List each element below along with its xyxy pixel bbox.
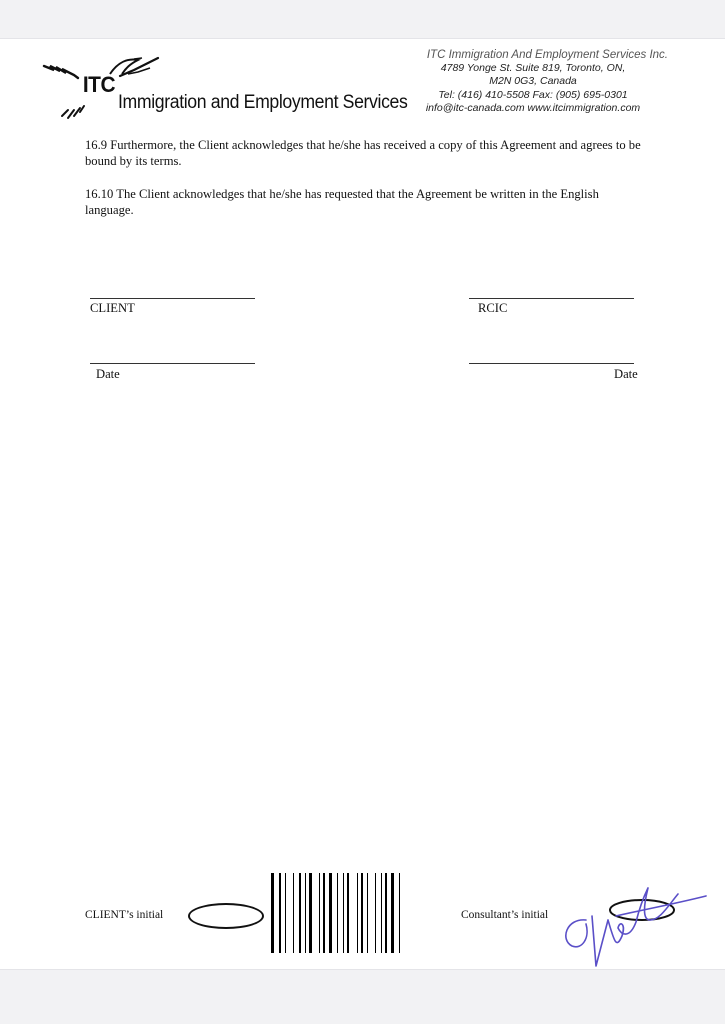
- company-address: [378, 49, 668, 115]
- rcic-signature-line[interactable]: [469, 298, 634, 299]
- barcode-bar: [319, 873, 320, 953]
- barcode-bar: [367, 873, 368, 953]
- barcode-bar: [285, 873, 286, 953]
- postal-code: M2N 0G3, Canada: [489, 75, 577, 88]
- barcode-bar: [337, 873, 338, 953]
- logo-brand: ITC: [82, 72, 116, 97]
- client-date-label: Date: [96, 367, 120, 381]
- barcode-bar: [299, 873, 301, 953]
- barcode-bar: [309, 873, 312, 953]
- client-label: CLIENT: [90, 301, 135, 315]
- barcode-bar: [329, 873, 332, 953]
- company-logo: [38, 52, 408, 124]
- barcode-bar: [375, 873, 376, 953]
- barcode-icon: [271, 873, 447, 953]
- logo-tagline: Immigration and Employment Services: [118, 92, 408, 113]
- consultant-signature: [556, 880, 716, 970]
- barcode-bar: [271, 873, 274, 953]
- street-address: 4789 Yonge St. Suite 819, Toronto, ON,: [440, 62, 626, 75]
- rcic-label: RCIC: [478, 301, 508, 315]
- barcode-bar: [293, 873, 294, 953]
- barcode-bar: [391, 873, 394, 953]
- barcode-bar: [305, 873, 306, 953]
- document-page: [0, 38, 725, 970]
- barcode-bar: [381, 873, 382, 953]
- barcode-bar: [399, 873, 400, 953]
- rcic-date-line[interactable]: [469, 363, 634, 364]
- client-initial-label: CLIENT’s initial: [85, 909, 164, 921]
- email-website: info@itc-canada.com www.itcimmigration.com: [425, 101, 641, 114]
- barcode-bar: [361, 873, 363, 953]
- client-initial-field[interactable]: [188, 903, 264, 929]
- barcode-bar: [357, 873, 358, 953]
- rcic-date-label: Date: [614, 367, 638, 381]
- phone-fax: Tel: (416) 410-5508 Fax: (905) 695-0301: [438, 88, 628, 101]
- client-date-line[interactable]: [90, 363, 255, 364]
- clause-16-9: 16.9 Furthermore, the Client acknowledges that he/she has received a copy of this Agreement and agrees to be bound by its terms.: [85, 138, 641, 168]
- barcode-bar: [279, 873, 281, 953]
- barcode-bar: [323, 873, 325, 953]
- barcode-bar: [385, 873, 387, 953]
- consultant-initial-label: Consultant’s initial: [461, 909, 549, 921]
- company-name: ITC Immigration And Employment Services Inc.: [426, 49, 668, 61]
- client-signature-line[interactable]: [90, 298, 255, 299]
- clause-16-10: 16.10 The Client acknowledges that he/she has requested that the Agreement be written in the English language.: [85, 187, 599, 217]
- barcode-bar: [347, 873, 349, 953]
- barcode-bar: [343, 873, 344, 953]
